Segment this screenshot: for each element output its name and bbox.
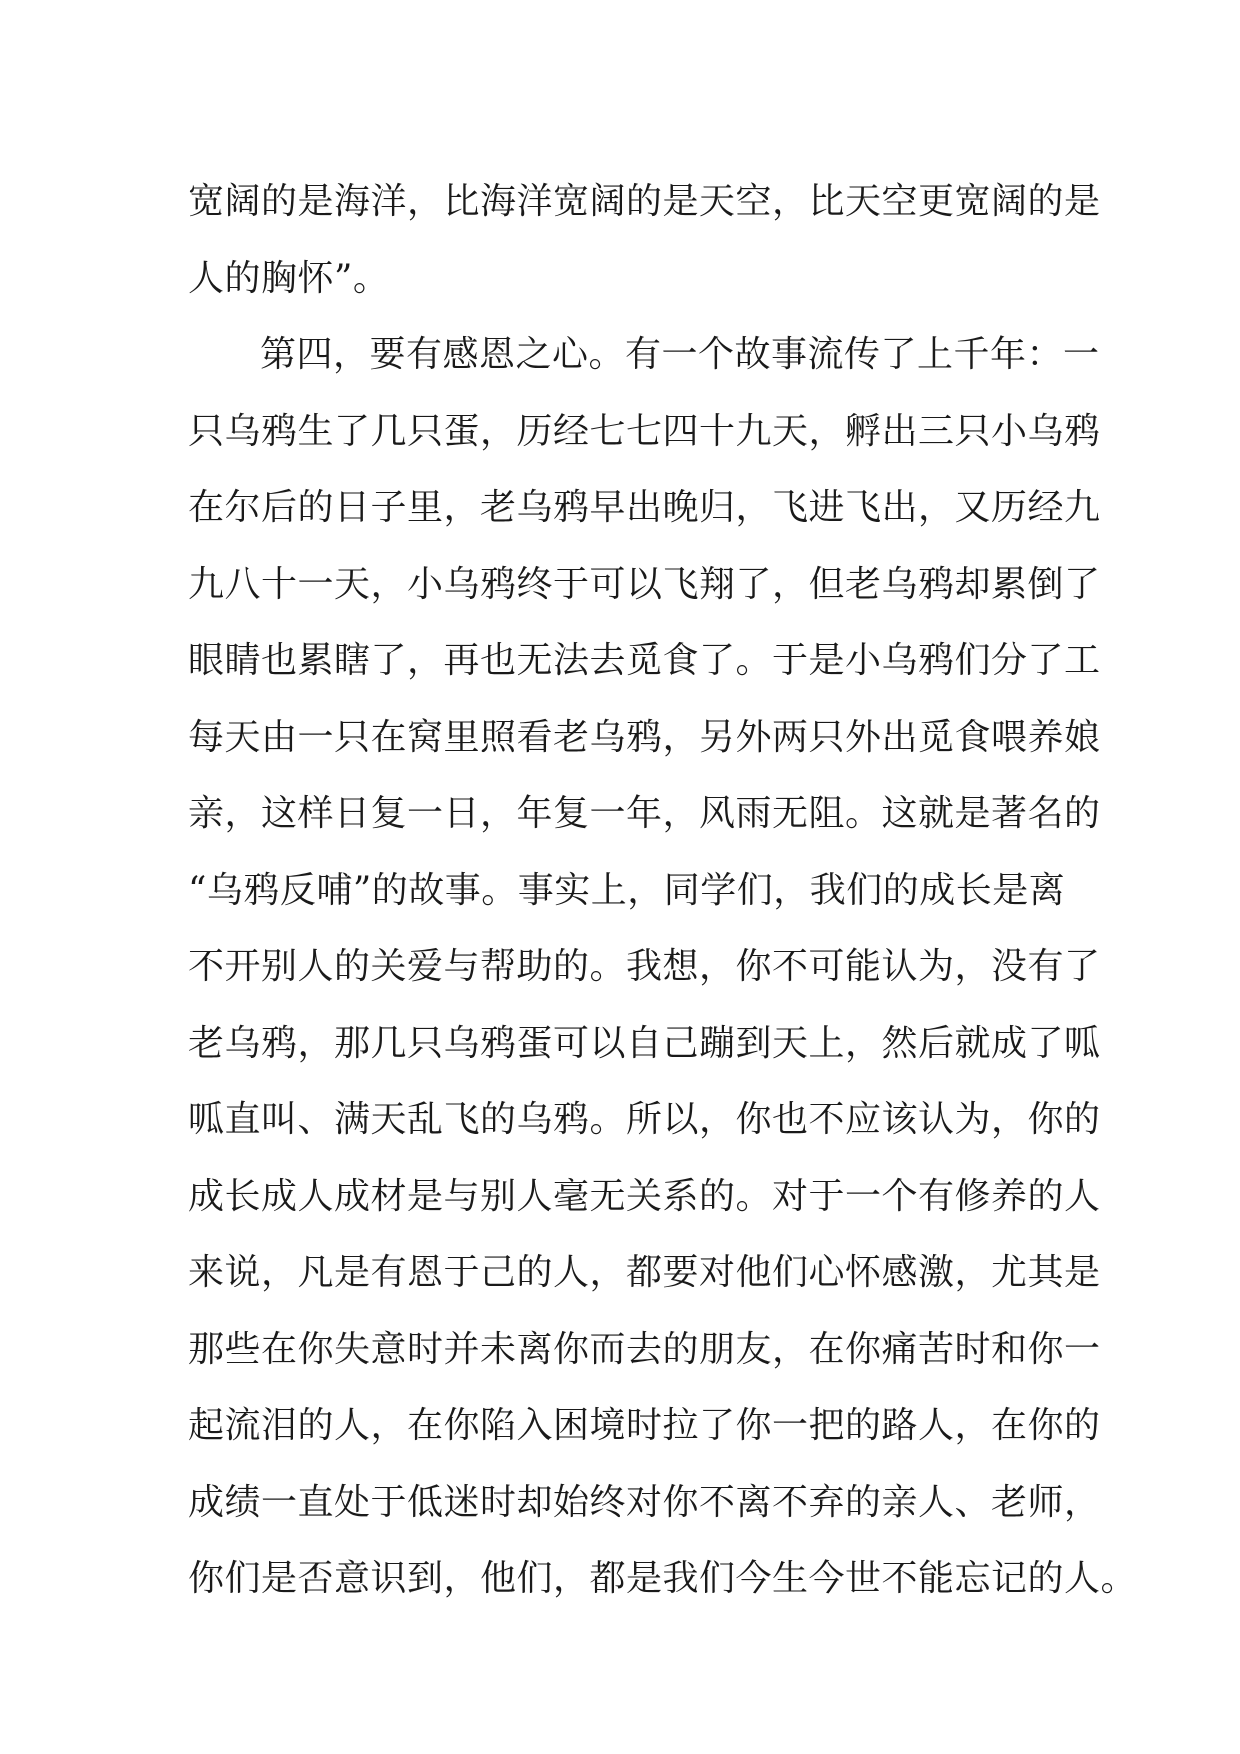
text-line-11: 不开别人的关爱与帮助的。我想，你不可能认为，没有了 <box>188 946 1101 987</box>
text-line-2: 人的胸怀”。 <box>188 257 390 299</box>
text-line-15: 来说，凡是有恩于己的人，都要对他们心怀感激，尤其是 <box>188 1252 1101 1293</box>
text-line-5: 在尔后的日子里，老乌鸦早出晚归，飞进飞出，又历经九 <box>188 487 1101 528</box>
text-line-16: 那些在你失意时并未离你而去的朋友，在你痛苦时和你一 <box>188 1328 1101 1370</box>
text-line-13: 呱直叫、满天乱飞的乌鸦。所以，你也不应该认为，你的 <box>188 1099 1101 1140</box>
text-line-4: 只乌鸦生了几只蛋，历经七七四十九天，孵出三只小乌鸦 <box>188 410 1101 452</box>
text-line-18: 成绩一直处于低迷时却始终对你不离不弃的亲人、老师， <box>188 1481 1101 1523</box>
text-line-1: 宽阔的是海洋，比海洋宽阔的是天空，比天空更宽阔的是 <box>188 181 1101 222</box>
text-line-12: 老乌鸦，那几只乌鸦蛋可以自己蹦到天上，然后就成了呱 <box>188 1022 1101 1064</box>
text-line-8: 每天由一只在窝里照看老乌鸦，另外两只外出觅食喂养娘 <box>188 716 1101 758</box>
text-line-9: 亲，这样日复一日，年复一年，风雨无阻。这就是著名的 <box>188 793 1101 834</box>
text-line-17: 起流泪的人，在你陷入困境时拉了你一把的路人，在你的 <box>188 1405 1101 1446</box>
text-line-7: 眼睛也累瞎了，再也无法去觅食了。于是小乌鸦们分了工 <box>188 640 1101 681</box>
text-line-19: 你们是否意识到，他们，都是我们今生今世不能忘记的人。 <box>188 1558 1138 1599</box>
text-line-6: 九八十一天，小乌鸦终于可以飞翔了，但老乌鸦却累倒了 <box>188 563 1101 605</box>
text-line-3: 第四，要有感恩之心。有一个故事流传了上千年：一 <box>260 334 1100 375</box>
body-text <box>188 164 1138 1618</box>
text-line-14: 成长成人成材是与别人毫无关系的。对于一个有修养的人 <box>188 1175 1101 1217</box>
text-line-10: “乌鸦反哺”的故事。事实上，同学们，我们的成长是离 <box>188 869 1066 911</box>
